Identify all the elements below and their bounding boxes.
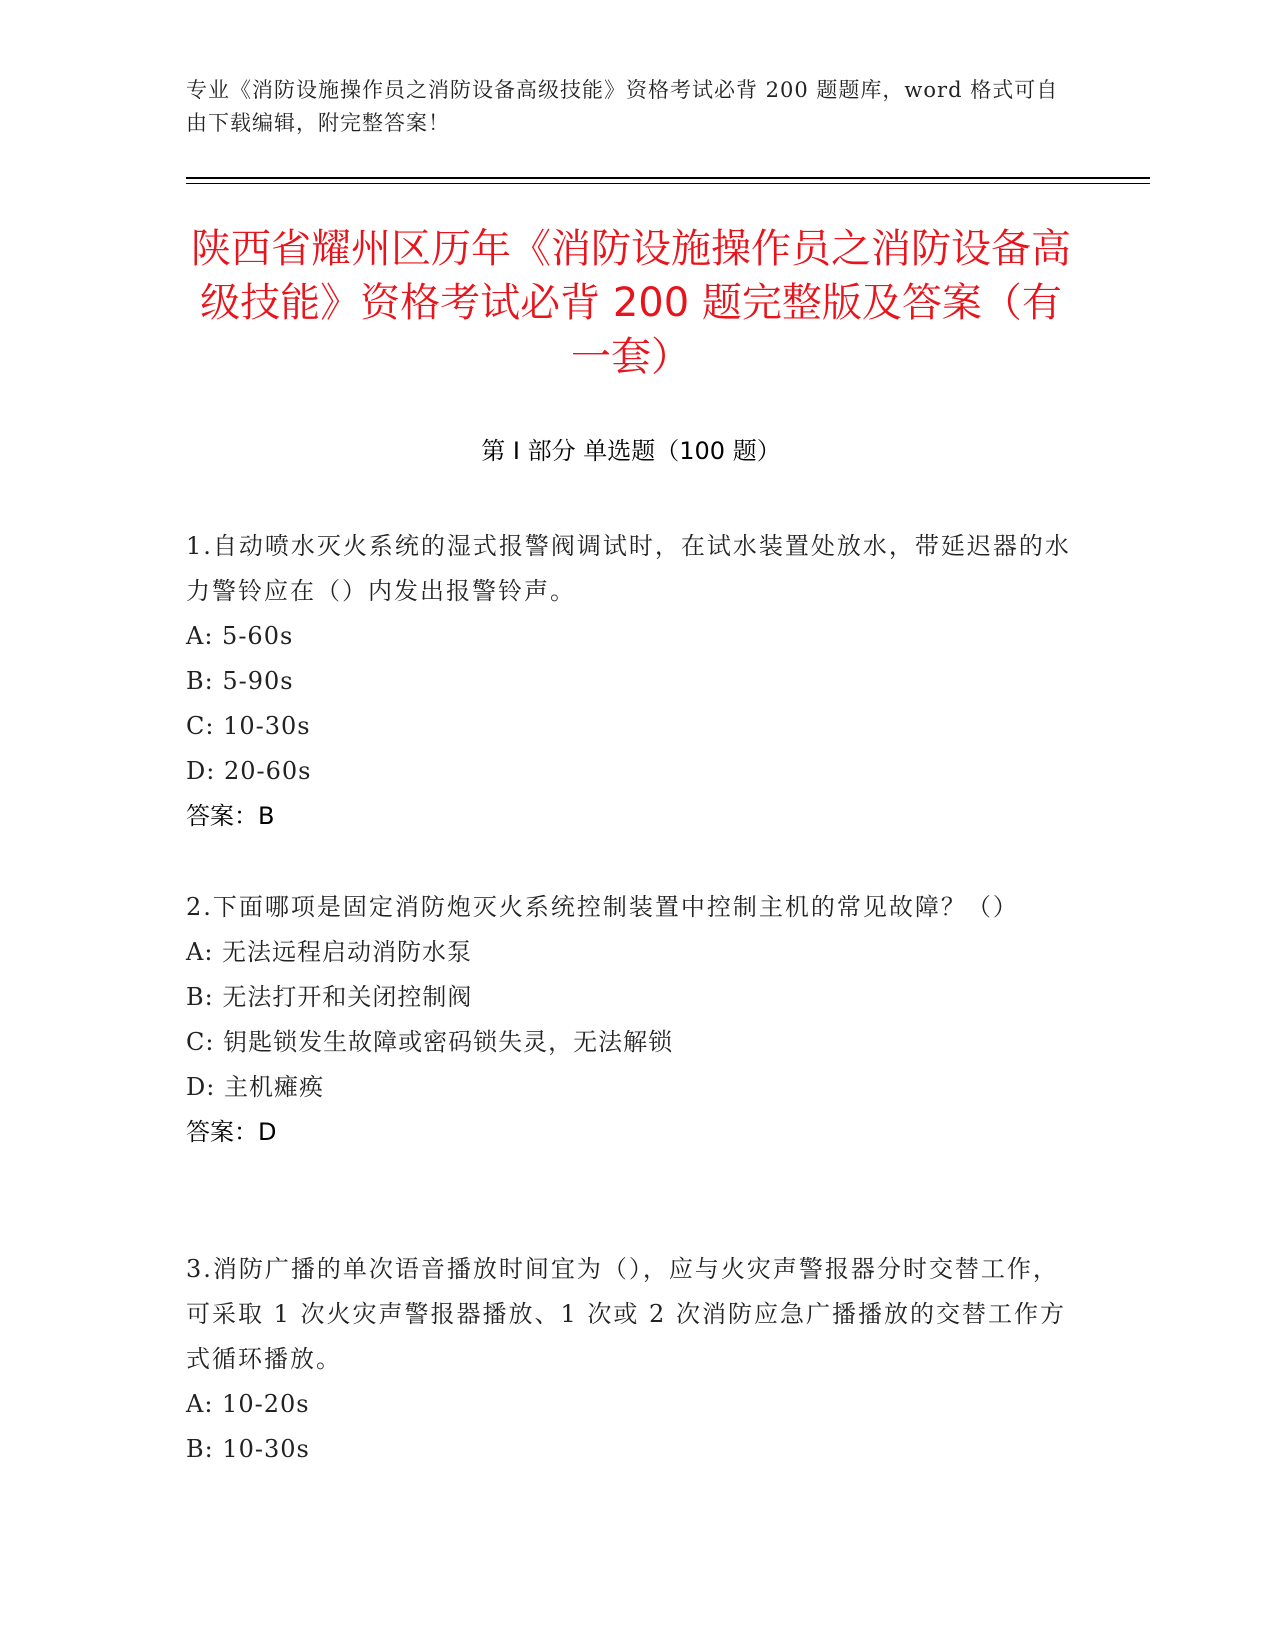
header-rule-thick — [186, 177, 1150, 179]
answer: 答案：D — [186, 1118, 277, 1146]
option-d: D: 主机瘫痪 — [186, 1073, 324, 1101]
question-1 — [186, 524, 1076, 839]
question-3 — [186, 1247, 1076, 1472]
document-title: 陕西省耀州区历年《消防设施操作员之消防设备高级技能》资格考试必背 200 题完整版及答案（有一套） — [191, 226, 1071, 380]
option-d: D: 20-60s — [186, 757, 312, 785]
question-stem: 3.消防广播的单次语音播放时间宜为（），应与火灾声警报器分时交替工作，可采取 1 次火灾声警报器播放、1 次或 2 次消防应急广播播放的交替工作方式循环播放。 — [186, 1255, 1066, 1373]
option-b: B: 无法打开和关闭控制阀 — [186, 983, 473, 1011]
question-stem: 2.下面哪项是固定消防炮灭火系统控制装置中控制主机的常见故障？（） — [186, 893, 1019, 921]
option-b: B: 5-90s — [186, 667, 294, 695]
header-rule-thin — [186, 183, 1150, 184]
question-2 — [186, 885, 1076, 1155]
header-note: 专业《消防设施操作员之消防设备高级技能》资格考试必背 200 题题库，word 格式可自由下载编辑，附完整答案！ — [186, 78, 1059, 135]
option-c: C: 10-30s — [186, 712, 311, 740]
section-title: 第 I 部分 单选题（100 题） — [481, 437, 781, 465]
option-c: C: 钥匙锁发生故障或密码锁失灵，无法解锁 — [186, 1028, 674, 1056]
answer: 答案：B — [186, 802, 275, 830]
question-stem: 1.自动喷水灭火系统的湿式报警阀调试时，在试水装置处放水，带延迟器的水力警铃应在（）内发出报警铃声。 — [186, 532, 1071, 605]
option-a: A: 无法远程启动消防水泵 — [186, 938, 473, 966]
option-a: A: 10-20s — [186, 1390, 310, 1418]
option-b: B: 10-30s — [186, 1435, 310, 1463]
option-a: A: 5-60s — [186, 622, 294, 650]
